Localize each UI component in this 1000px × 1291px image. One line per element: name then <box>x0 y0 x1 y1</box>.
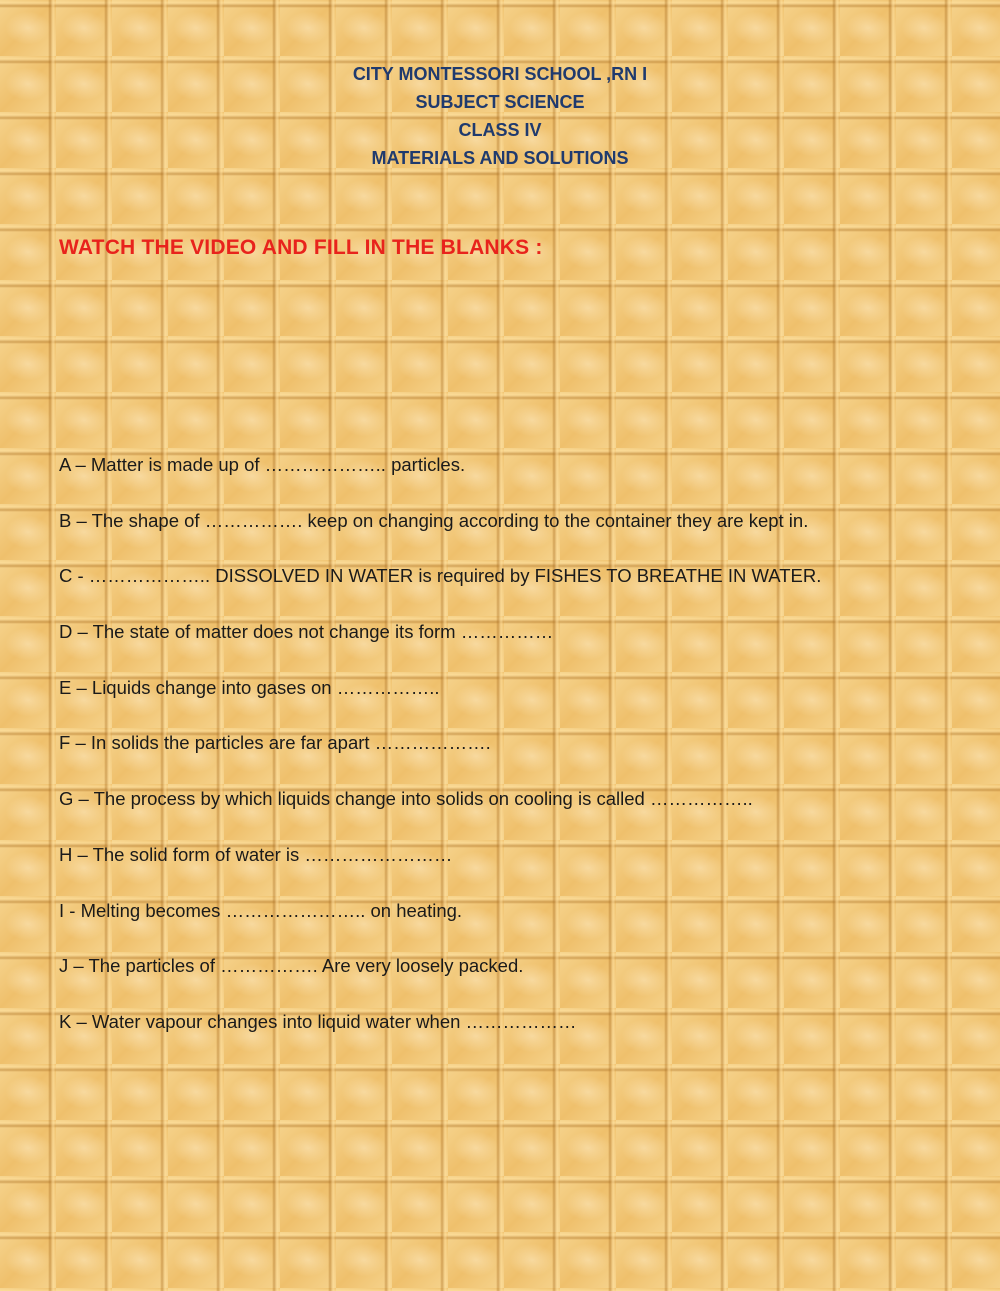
school-name: CITY MONTESSORI SCHOOL ,RN I <box>352 64 648 84</box>
question-d: D – The state of matter does not change its form …………… <box>59 621 554 643</box>
topic-line: MATERIALS AND SOLUTIONS <box>371 148 629 168</box>
question-e: E – Liquids change into gases on …………….. <box>59 676 440 698</box>
question-b: B – The shape of ……………. keep on changing according to the container they are kept in. <box>59 509 809 531</box>
worksheet-header <box>0 60 1000 172</box>
question-i: I - Melting becomes ………………….. on heating. <box>59 899 463 921</box>
instruction-heading: WATCH THE VIDEO AND FILL IN THE BLANKS : <box>59 236 543 259</box>
question-j: J – The particles of ……………. Are very loosely packed. <box>59 955 524 977</box>
question-k: K – Water vapour changes into liquid water when ……………… <box>59 1010 577 1032</box>
question-a: A – Matter is made up of ……………….. particles. <box>59 454 466 475</box>
class-line: CLASS IV <box>458 120 542 140</box>
question-list <box>59 451 959 1064</box>
question-h: H – The solid form of water is …………………… <box>59 843 453 865</box>
subject-line: SUBJECT SCIENCE <box>415 92 585 112</box>
question-g: G – The process by which liquids change into solids on cooling is called …………….. <box>59 788 753 810</box>
question-c: C - ……………….. DISSOLVED IN WATER is required by FISHES TO BREATHE IN WATER. <box>59 565 822 587</box>
question-f: F – In solids the particles are far apart ………………. <box>59 732 491 754</box>
